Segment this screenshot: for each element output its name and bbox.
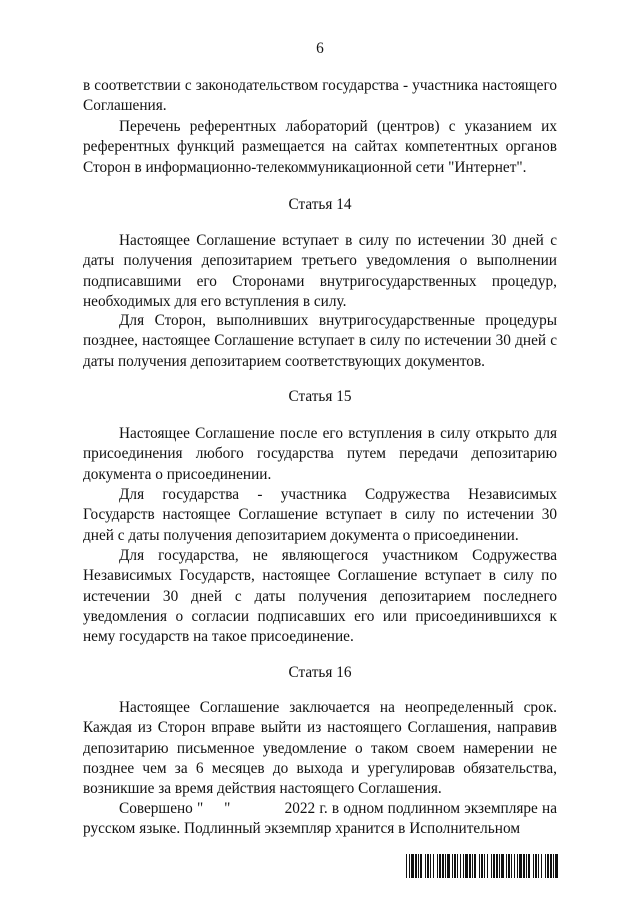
paragraph-article-14-entry-into-force: Настоящее Соглашение вступает в силу по истечении 30 дней с даты получения депозитарием третьего уведомления о выполнении подписавшими его Сторонами внутригосударственных процедур, необходимых для его вступления в силу.: [83, 232, 557, 310]
heading-article-15: Статья 15: [288, 388, 352, 405]
paragraph-done-at: Совершено " " 2022 г. в одном подлинном экземпляре на русском языке. Подлинный экземпляр хранится в Исполнительном: [83, 800, 561, 838]
heading-article-16: Статья 16: [288, 664, 352, 681]
barcode-icon: [406, 854, 558, 878]
paragraph-article-15-cis-member: Для государства - участника Содружества Независимых Государств настоящее Соглашение вступает в силу по истечении 30 дней с даты получения депозитарием документа о присоединении.: [83, 486, 557, 544]
paragraph-continuation: в соответствии с законодательством государства - участника настоящего Соглашения.: [83, 77, 557, 115]
paragraph-article-15-accession: Настоящее Соглашение после его вступления в силу открыто для присоединения любого государства путем передачи депозитарию документа о присоединении.: [83, 425, 557, 483]
paragraph-article-14-later-parties: Для Сторон, выполнивших внутригосударственные процедуры позднее, настоящее Соглашение вступает в силу по истечении 30 дней с даты получения депозитарием соответствующих документов.: [83, 312, 557, 370]
paragraph-article-16-term: Настоящее Соглашение заключается на неопределенный срок. Каждая из Сторон вправе выйти из настоящего Соглашения, направив депозитарию письменное уведомление о таком своем намерении не позднее чем за 6 месяцев до выхода и урегулировав обязательства, возникшие за время действия настоящего Соглашения.: [83, 699, 557, 798]
paragraph-reference-labs: Перечень референтных лабораторий (центров) с указанием их референтных функций размещается на сайтах компетентных органов Сторон в информационно-телекоммуникационной сети "Интернет".: [83, 118, 557, 176]
heading-article-14: Статья 14: [288, 196, 352, 213]
page-number: 6: [316, 40, 324, 57]
paragraph-article-15-non-cis-state: Для государства, не являющегося участником Содружества Независимых Государств, настоящее Соглашение вступает в силу по истечении 30 дней с даты получения депозитарием последнего уведомления о согласии подписавших его или присоединившихся к нему государств на такое присоединение.: [83, 547, 557, 646]
